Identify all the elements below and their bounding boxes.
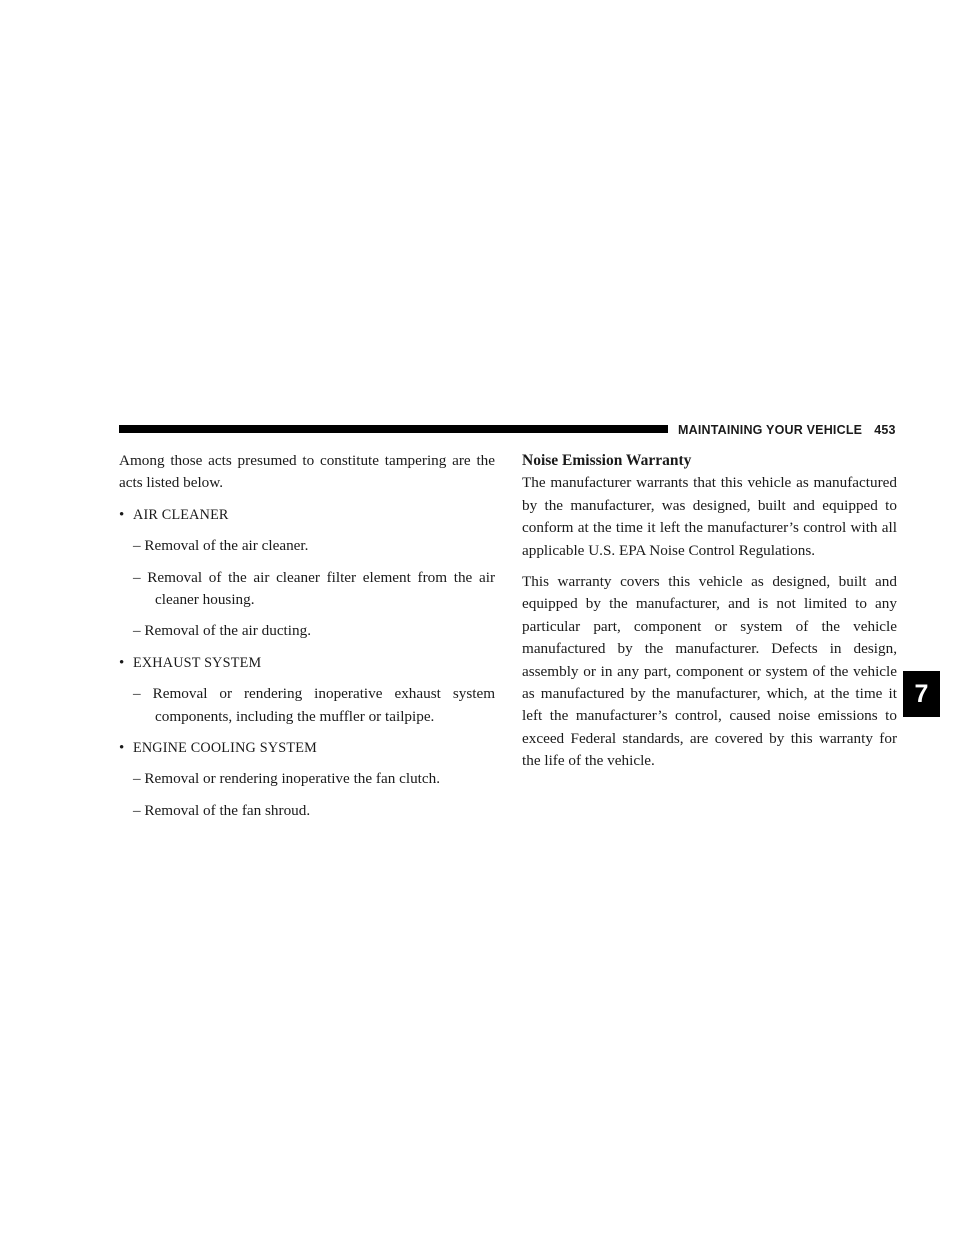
header-rule <box>119 425 668 433</box>
sub-item-text: Removal or rendering inoperative the fan clutch. <box>144 770 441 788</box>
bullet-item <box>119 737 495 759</box>
sub-item <box>119 800 495 822</box>
right-column <box>522 450 897 782</box>
bullet-marker: • <box>119 654 125 671</box>
bullet-marker: • <box>119 740 125 757</box>
dash-marker: – <box>133 801 141 819</box>
body-paragraph: The manufacturer warrants that this vehicle as manufactured by the manufacturer, was designed, built and equipped to conform at the time it left the manufacturer’s control with all applicable U.S. EPA Noise Control Regulations. <box>522 474 897 559</box>
bullet-label: ENGINE COOLING SYSTEM <box>133 740 317 757</box>
dash-marker: – <box>133 537 141 555</box>
dash-marker: – <box>133 685 141 703</box>
sub-item-text: Removal of the fan shroud. <box>144 801 311 819</box>
sub-item-text: Removal or rendering inoperative exhaust system components, including the muffler or tailpipe. <box>152 685 496 725</box>
dash-marker: – <box>133 622 141 640</box>
intro-paragraph: Among those acts presumed to constitute tampering are the acts listed below. <box>119 452 495 492</box>
bullet-marker: • <box>119 506 125 523</box>
sub-item <box>119 567 495 612</box>
chapter-tab <box>903 671 940 717</box>
page-number: 453 <box>874 423 896 437</box>
sub-item-text: Removal of the air cleaner. <box>144 537 309 555</box>
header-title: MAINTAINING YOUR VEHICLE <box>678 423 863 437</box>
section-title: Noise Emission Warranty <box>522 452 692 469</box>
bullet-item <box>119 504 495 526</box>
sub-item-text: Removal of the air cleaner filter element from the air cleaner housing. <box>147 568 495 609</box>
bullet-label: AIR CLEANER <box>133 506 229 523</box>
body-paragraph: This warranty covers this vehicle as designed, built and equipped by the manufacturer, and is not limited to any particular part, component or system of the vehicle manufactured by the manufacturer. Defects in design, assembly or in any part, component or system of the vehicle as manufactured by the manufacturer, which, at the time it left the manufacturer’s control, caused noise emissions to exceed Federal standards, are covered by this warranty for the life of the vehicle. <box>522 573 897 770</box>
bullet-item <box>119 652 495 674</box>
bullet-label: EXHAUST SYSTEM <box>133 654 262 671</box>
sub-item <box>119 683 495 728</box>
dash-marker: – <box>133 770 141 788</box>
left-column <box>119 450 495 831</box>
page-header <box>678 421 908 439</box>
dash-marker: – <box>133 568 141 586</box>
sub-item-text: Removal of the air ducting. <box>144 622 311 640</box>
sub-item <box>119 768 495 790</box>
sub-item <box>119 620 495 642</box>
chapter-number: 7 <box>914 679 929 708</box>
sub-item <box>119 535 495 557</box>
